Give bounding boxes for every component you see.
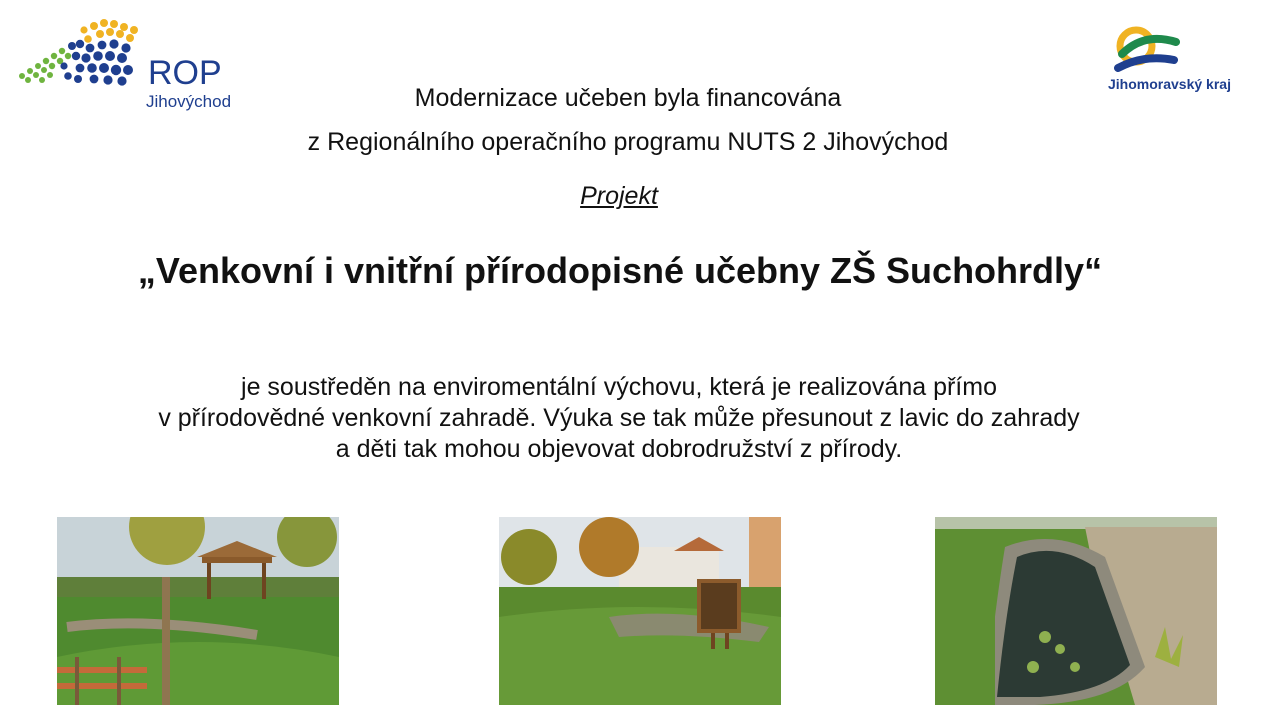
rop-title: ROP	[148, 54, 222, 92]
funding-line-1: Modernizace učeben byla financována	[414, 84, 842, 112]
project-description	[0, 372, 1238, 465]
project-title: „Venkovní i vnitřní přírodopisné učebny ZŠ Suchohrdly“	[137, 250, 1103, 291]
description-line-2: v přírodovědné venkovní zahradě. Výuka se tak může přesunout z lavic do zahrady	[158, 404, 1080, 432]
funding-line-2: z Regionálního operačního programu NUTS 2 Jihovýchod	[307, 128, 949, 156]
garden-pergola-photo	[57, 517, 339, 705]
jmk-emblem-graphic	[1108, 24, 1188, 76]
rop-subtitle: Jihovýchod	[146, 92, 232, 111]
projekt-label: Projekt	[580, 182, 658, 210]
rop-dots-graphic	[16, 18, 146, 88]
description-line-1: je soustředěn na enviromentální výchovu, která je realizována přímo	[241, 373, 997, 401]
jmk-logo-text: Jihomoravský kraj	[1108, 76, 1231, 92]
garden-pond-photo	[935, 517, 1217, 705]
insect-hotel-garden-photo	[499, 517, 781, 705]
description-line-3: a děti tak mohou objevovat dobrodružství z přírody.	[335, 435, 903, 463]
